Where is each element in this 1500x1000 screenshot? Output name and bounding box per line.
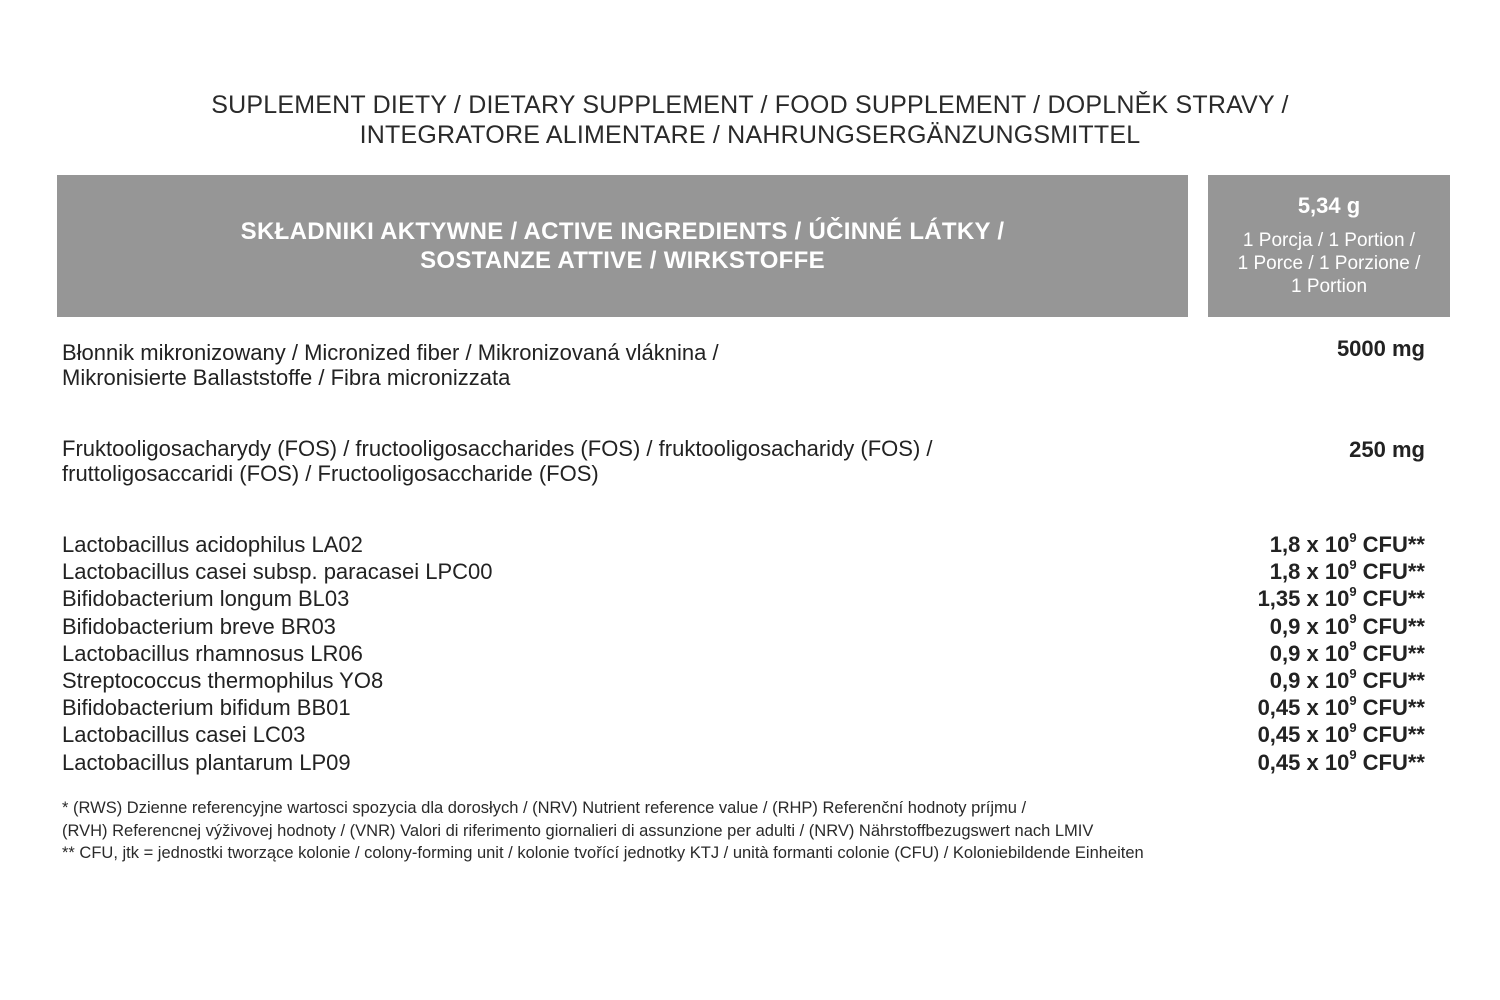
probiotic-name: Lactobacillus rhamnosus LR06 <box>62 640 363 666</box>
probiotic-name: Bifidobacterium breve BR03 <box>62 613 336 639</box>
probiotic-amount: 1,35 x $10^9$ CFU** <box>1257 584 1425 612</box>
probiotic-amount: 0,9 x $10^9$ CFU** <box>1269 665 1425 693</box>
footnote-line-3: ** CFU, jtk = jednostki tworzące kolonie / colony-forming unit / kolonie tvořící jednotky KTJ / unità formanti colonie (CFU) / Koloniebildende Einheiten <box>62 844 1144 862</box>
ingredient-fos-line-1: Fruktooligosacharydy (FOS) / fructooligosaccharides (FOS) / fruktooligosacharidy (FOS) / <box>62 436 933 461</box>
ingredient-amount-fos: 250 mg <box>1349 437 1425 462</box>
probiotic-row <box>62 585 1425 612</box>
probiotic-name: Bifidobacterium longum BL03 <box>62 586 350 612</box>
header-line-1: SKŁADNIKI AKTYWNE / ACTIVE INGREDIENTS / ÚČINNÉ LÁTKY / <box>240 218 1005 245</box>
document-title <box>0 90 1500 150</box>
probiotic-name: Lactobacillus acidophilus LA02 <box>62 532 363 557</box>
probiotic-name: Lactobacillus casei LC03 <box>62 722 306 748</box>
serving-line-3: 1 Portion <box>1290 276 1368 297</box>
title-line-1: SUPLEMENT DIETY / DIETARY SUPPLEMENT / FOOD SUPPLEMENT / DOPLNĚK STRAVY / <box>211 91 1289 119</box>
serving-header <box>1208 175 1450 317</box>
probiotic-row <box>62 667 1425 694</box>
title-line-2: INTEGRATORE ALIMENTARE / NAHRUNGSERGÄNZUNGSMITTEL <box>359 121 1141 149</box>
serving-line-1: 1 Porcja / 1 Portion / <box>1242 230 1416 251</box>
header-line-2: SOSTANZE ATTIVE / WIRKSTOFFE <box>420 247 825 274</box>
ingredient-fiber-line-2: Mikronisierte Ballaststoffe / Fibra micronizzata <box>62 365 511 390</box>
probiotic-amount: 0,45 x $10^9$ CFU** <box>1257 719 1425 748</box>
ingredient-fos-line-2: fruttoligosaccaridi (FOS) / Fructooligosaccharide (FOS) <box>62 461 599 486</box>
ingredient-fiber-line-1: Błonnik mikronizowany / Micronized fiber / Mikronizovaná vláknina / <box>62 340 719 365</box>
footnote-line-1: * (RWS) Dzienne referencyjne wartosci spozycia dla dorosłych / (NRV) Nutrient reference value / (RHP) Referenční hodnoty príjmu / <box>62 799 1027 817</box>
probiotic-row <box>62 558 1425 585</box>
ingredient-amount-fiber: 5000 mg <box>1336 336 1425 361</box>
serving-description <box>1208 229 1450 298</box>
probiotic-list <box>62 531 1425 776</box>
probiotic-name: Lactobacillus plantarum LP09 <box>62 749 351 775</box>
footnotes <box>62 797 1144 865</box>
probiotic-amount: 0,45 x $10^9$ CFU** <box>1257 747 1425 775</box>
footnote-line-2: (RVH) Referencnej výživovej hodnoty / (VNR) Valori di riferimento giornalieri di assunzione per adulti / (NRV) Nährstoffbezugswert nach LMIV <box>62 821 1094 840</box>
probiotic-row <box>62 613 1425 640</box>
probiotic-row <box>62 531 1425 558</box>
probiotic-name: Lactobacillus casei subsp. paracasei LPC00 <box>62 559 493 585</box>
probiotic-row <box>62 721 1425 748</box>
serving-dose: 5,34 g <box>1297 193 1361 218</box>
probiotic-amount: 0,9 x $10^9$ CFU** <box>1269 638 1425 666</box>
probiotic-amount: 1,8 x $10^9$ CFU** <box>1269 556 1425 585</box>
probiotic-amount: 0,9 x $10^9$ CFU** <box>1269 611 1425 639</box>
probiotic-name: Bifidobacterium bifidum BB01 <box>62 695 351 721</box>
ingredient-name-fos <box>62 436 933 486</box>
probiotic-row <box>62 749 1425 776</box>
serving-line-2: 1 Porce / 1 Porzione / <box>1237 253 1421 274</box>
ingredient-name-fiber <box>62 340 719 390</box>
probiotic-amount: 1,8 x $10^9$ CFU** <box>1269 529 1425 557</box>
probiotic-name: Streptococcus thermophilus YO8 <box>62 667 384 693</box>
probiotic-row <box>62 640 1425 667</box>
active-ingredients-header <box>57 175 1188 317</box>
probiotic-row <box>62 694 1425 721</box>
probiotic-amount: 0,45 x $10^9$ CFU** <box>1257 692 1425 721</box>
